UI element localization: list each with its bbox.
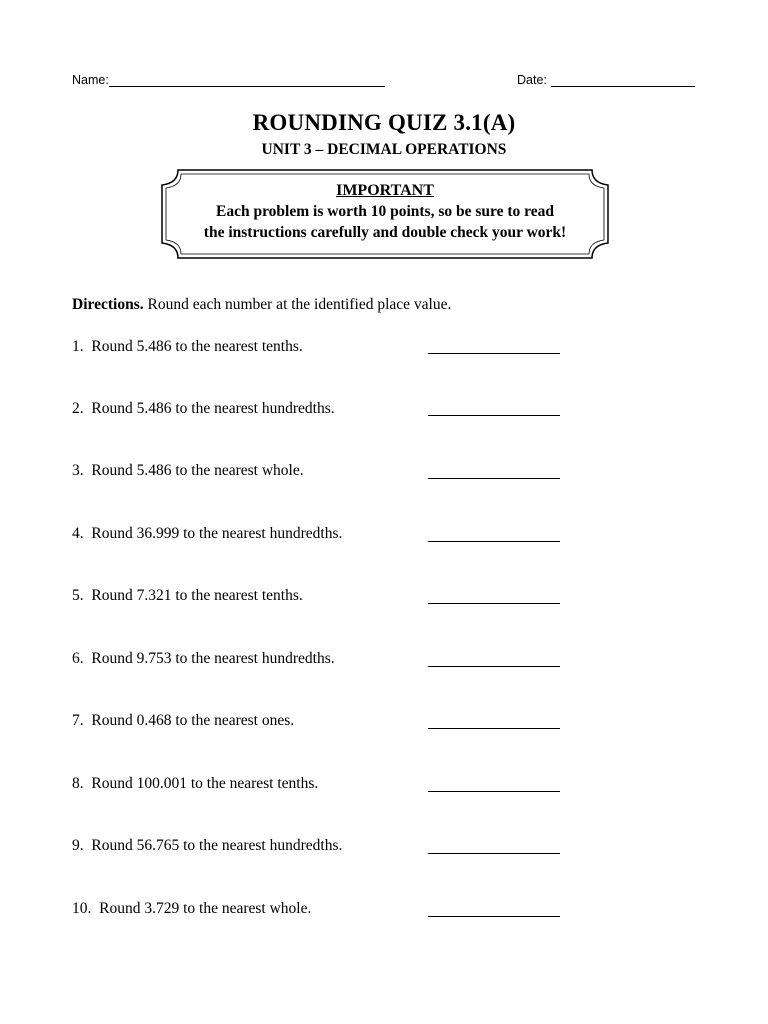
question-text: 4. Round 36.999 to the nearest hundredths. bbox=[72, 525, 343, 542]
date-field bbox=[517, 72, 695, 87]
name-field bbox=[72, 72, 385, 87]
directions bbox=[72, 296, 451, 314]
answer-blank[interactable] bbox=[428, 478, 560, 479]
name-label: Name: bbox=[72, 73, 109, 87]
date-blank[interactable] bbox=[551, 72, 695, 87]
question-text: 7. Round 0.468 to the nearest ones. bbox=[72, 712, 295, 729]
answer-blank[interactable] bbox=[428, 666, 560, 667]
notice-line-1: Each problem is worth 10 points, so be sure to read bbox=[215, 203, 554, 220]
answer-blank[interactable] bbox=[428, 541, 560, 542]
answer-blank[interactable] bbox=[428, 603, 560, 604]
question-text: 5. Round 7.321 to the nearest tenths. bbox=[72, 587, 303, 604]
answer-blank[interactable] bbox=[428, 415, 560, 416]
directions-label: Directions. bbox=[72, 296, 144, 313]
notice-heading: IMPORTANT bbox=[336, 182, 434, 199]
answer-blank[interactable] bbox=[428, 916, 560, 917]
date-label: Date: bbox=[517, 73, 547, 87]
question-text: 6. Round 9.753 to the nearest hundredths. bbox=[72, 650, 335, 667]
quiz-title: ROUNDING QUIZ 3.1(A) bbox=[252, 110, 516, 135]
question-text: 8. Round 100.001 to the nearest tenths. bbox=[72, 775, 319, 792]
question-text: 2. Round 5.486 to the nearest hundredths. bbox=[72, 400, 335, 417]
question-text: 1. Round 5.486 to the nearest tenths. bbox=[72, 338, 303, 355]
question-text: 3. Round 5.486 to the nearest whole. bbox=[72, 462, 304, 479]
question-text: 10. Round 3.729 to the nearest whole. bbox=[72, 900, 312, 917]
quiz-subtitle: UNIT 3 – DECIMAL OPERATIONS bbox=[261, 141, 507, 158]
directions-text: Round each number at the identified place value. bbox=[143, 296, 452, 313]
important-notice-box bbox=[158, 168, 612, 260]
answer-blank[interactable] bbox=[428, 728, 560, 729]
notice-line-2: the instructions carefully and double check your work! bbox=[203, 224, 567, 241]
answer-blank[interactable] bbox=[428, 853, 560, 854]
question-text: 9. Round 56.765 to the nearest hundredths. bbox=[72, 837, 343, 854]
name-blank[interactable] bbox=[109, 72, 385, 87]
answer-blank[interactable] bbox=[428, 353, 560, 354]
answer-blank[interactable] bbox=[428, 791, 560, 792]
notice-text bbox=[158, 180, 612, 243]
